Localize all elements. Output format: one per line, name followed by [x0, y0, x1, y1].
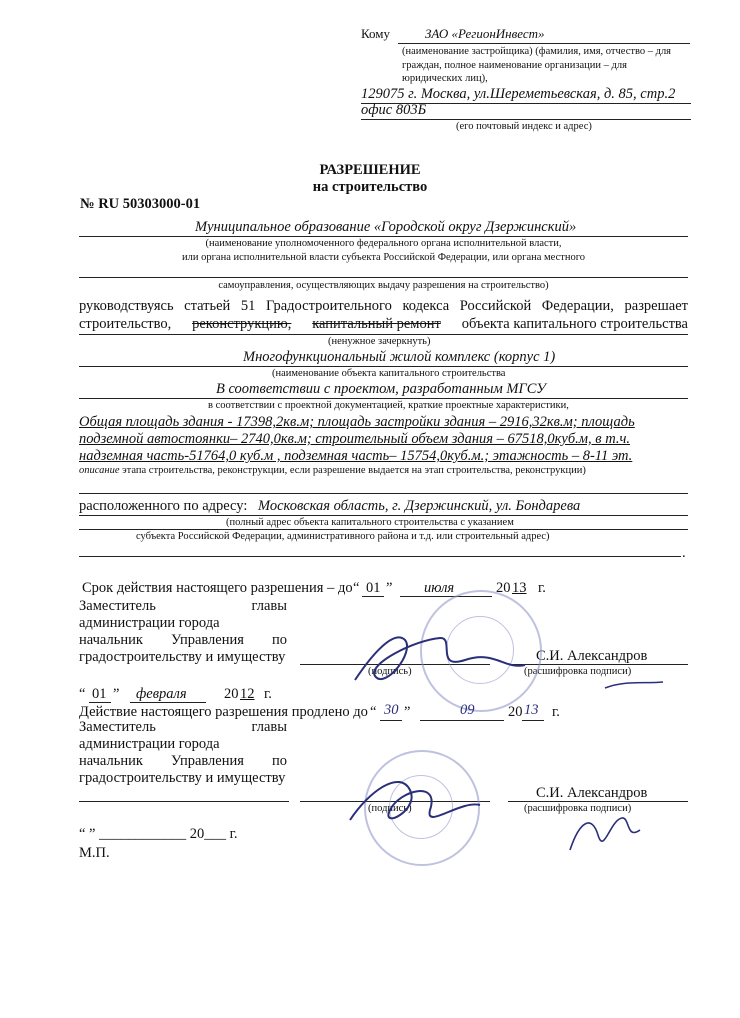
validity-year-suffix: 13 — [512, 580, 527, 596]
object-name-hint: (наименование объекта капитального строительства — [272, 368, 506, 379]
body-line-1: руководствуясь статьей 51 Градостроительного кодекса Российской Федерации, разрешает — [79, 298, 688, 314]
extension-day-rule — [380, 720, 402, 721]
object-name-rule — [79, 366, 688, 367]
address-hint: (его почтовый индекс и адрес) — [456, 121, 592, 132]
signatory-name-2: С.И. Александров — [536, 785, 648, 801]
extension-month: 09 — [460, 702, 475, 718]
authority-name: Муниципальное образование «Городской округ Дзержинский» — [195, 219, 577, 235]
body-repair-struck: капитальный ремонт — [312, 316, 441, 332]
location-hint-1: (полный адрес объекта капитального строительства с указанием — [226, 517, 514, 528]
issue-day-rule — [89, 702, 111, 703]
object-spec-3: надземная часть-51764,0 куб.м , подземная часть– 15754,0куб.м.; этажность – 8-11 эт. — [79, 448, 633, 464]
sig-hint-1: (подпись) — [368, 666, 412, 677]
recipient-name-hint: (наименование застройщика) (фамилия, имя, отчество – для граждан, полное наименование организации – для юридических лиц), — [402, 46, 672, 84]
spec-extra-rule — [79, 493, 688, 494]
body-reconstruction-struck: реконструкцию, — [192, 316, 292, 332]
object-project: В соответствии с проектом, разработанным МГСУ — [216, 381, 546, 397]
location-value: Московская область, г. Дзержинский, ул. Бондарева — [258, 498, 581, 514]
extension-year-suffix: 13 — [524, 702, 539, 718]
body-line-2 — [79, 316, 688, 333]
signature-2-icon — [330, 760, 670, 870]
signature-1-icon — [345, 610, 665, 700]
body-rule — [79, 334, 688, 335]
validity-day: 01 — [366, 580, 381, 596]
recipient-name-rule — [398, 43, 690, 44]
authority-hint-1: (наименование уполномоченного федерального органа исполнительной власти, — [205, 238, 562, 249]
location-rule-2 — [79, 529, 688, 530]
location-rule-3 — [79, 556, 681, 557]
issue-month-rule — [130, 702, 206, 703]
strike-hint: (ненужное зачеркнуть) — [328, 336, 431, 347]
location-end-dot: . — [682, 545, 686, 561]
recipient-address-line2: офис 803Б — [361, 102, 427, 118]
komu-label: Кому — [361, 26, 391, 41]
extension-day: 30 — [384, 702, 399, 718]
footer-date-blank: “ ” ____________ 20___ г. — [79, 826, 238, 842]
permit-number: № RU 50303000-01 — [80, 196, 201, 212]
document-page: Кому ЗАО «РегионИнвест» (наименование застройщика) (фамилия, имя, отчество – для граждан, полное наименование организации – для юридических лиц), 129075 г. Москва, ул.Шереметьевская, д. 85, стр.2 офис 803Б (его почтовый индекс и адрес) РАЗРЕШЕНИЕ на строительство № RU 50303000-01 Муниципальное образование «Городской округ Дзержинский» (наименование уполномоченного федерального органа исполнительной власти, или органа исполнительной власти субъекта Российской Федерации, или органа местного самоуправления, осуществляющих выдачу разрешения на строительство) руководствуясь статьей 51 Градостроительного кодекса Российской Федерации, разрешает строительство, реконструкцию, капитальный ремонт объекта капитального строительства (ненужное зачеркнуть) Многофункциональный жилой комплекс (корпус 1) (наименование объекта капитального строительства В соответствии с проектом, разработанным МГСУ в соответствии с проектной документацией, краткие проектные характеристики, Общая площадь здания - 17398,2кв.м; площадь застройки здания – 2916,32кв.м; площадь подземной автостоянки– 2740,0кв.м; строительный объем здания – 67518,0куб.м, в т.ч. надземная часть-51764,0 куб.м , подземная часть– 15754,0куб.м.; этажность – 8-11 эт. описание этапа строительства, реконструкции, если разрешение выдается на этап строительства, реконструкции) расположенного по адресу: Московская область, г. Дзержинский, ул. Бондарева (полный адрес объекта капитального строительства с указанием субъекта Российской Федерации, административного района и т.д. или строительный адрес) . Срок действия настоящего разрешения – до “ 01 ” июля 20 13 г. Заместитель главы администрации города начальник Управления по градостроительству и имуществу С.И. Александров (подпись) (расшифровка подписи) “ 01 ” февраля 20 12 г. Действие настоящего разрешения продлено до “ 30 ” 09 20 13 г. Заместитель главы администрации города начальник Управления по градостроительству и имуществу С.И. Александров (подпись) (расшифровка подписи) “ ” ____________ 20___ г. М.П. — [0, 0, 740, 1018]
authority-hint-3: самоуправления, осуществляющих выдачу разрешения на строительство) — [218, 280, 549, 291]
extension-month-rule — [420, 720, 504, 721]
name-hint-2: (расшифровка подписи) — [524, 803, 632, 814]
document-title: РАЗРЕШЕНИЕ — [319, 162, 421, 178]
position-rule-2 — [79, 801, 289, 802]
signatory-2: Заместитель главы администрации города начальник Управления по градостроительству и имуществу — [79, 719, 287, 786]
validity-day-rule — [362, 596, 384, 597]
sig-hint-2: (подпись) — [368, 803, 412, 814]
object-spec-hint: описание этапа строительства, реконструкции, если разрешение выдается на этап строительства, реконструкции) — [79, 465, 586, 476]
validity-year-prefix: 20 — [496, 580, 511, 596]
recipient-address-line1: 129075 г. Москва, ул.Шереметьевская, д. 85, стр.2 — [361, 86, 676, 102]
extension-label: Действие настоящего разрешения продлено до — [79, 704, 368, 720]
body-construction: строительство, — [79, 316, 172, 332]
object-project-hint: в соответствии с проектной документацией, краткие проектные характеристики, — [208, 400, 569, 411]
signatory-1: Заместитель главы администрации города начальник Управления по градостроительству и имуществу — [79, 598, 287, 665]
authority-hint-2: или органа исполнительной власти субъекта Российской Федерации, или органа местного — [182, 252, 585, 263]
signatory-name-1: С.И. Александров — [536, 648, 648, 664]
body-object-type: объекта капитального строительства — [461, 316, 688, 332]
issue-day: 01 — [92, 686, 107, 702]
address-rule-2 — [361, 119, 691, 120]
validity-month: июля — [424, 580, 455, 596]
extension-year-unit: г. — [552, 704, 560, 720]
document-subtitle: на строительство — [312, 179, 428, 195]
location-label: расположенного по адресу: — [79, 498, 248, 514]
issue-year-suffix: 12 — [240, 686, 255, 702]
stamp-place-label: М.П. — [79, 845, 110, 861]
object-spec-1: Общая площадь здания - 17398,2кв.м; площадь застройки здания – 2916,32кв.м; площадь — [79, 414, 635, 430]
object-project-rule — [79, 398, 688, 399]
name-hint-1: (расшифровка подписи) — [524, 666, 632, 677]
issue-year-unit: г. — [264, 686, 272, 702]
validity-label: Срок действия настоящего разрешения – до — [82, 580, 353, 596]
recipient-name: ЗАО «РегионИнвест» — [425, 26, 545, 41]
extension-year-prefix: 20 — [508, 704, 523, 720]
authority-rule-2 — [79, 277, 688, 278]
location-hint-2: субъекта Российской Федерации, административного района и т.д. или строительный адрес) — [136, 531, 550, 542]
validity-year-unit: г. — [538, 580, 546, 596]
object-name: Многофункциональный жилой комплекс (корпус 1) — [243, 349, 556, 365]
issue-month: февраля — [136, 686, 187, 702]
issue-year-prefix: 20 — [224, 686, 239, 702]
authority-rule — [79, 236, 688, 237]
location-rule — [79, 515, 688, 516]
object-spec-2: подземной автостоянки– 2740,0кв.м; строительный объем здания – 67518,0куб.м, в т.ч. — [79, 431, 631, 447]
extension-year-rule — [522, 720, 544, 721]
